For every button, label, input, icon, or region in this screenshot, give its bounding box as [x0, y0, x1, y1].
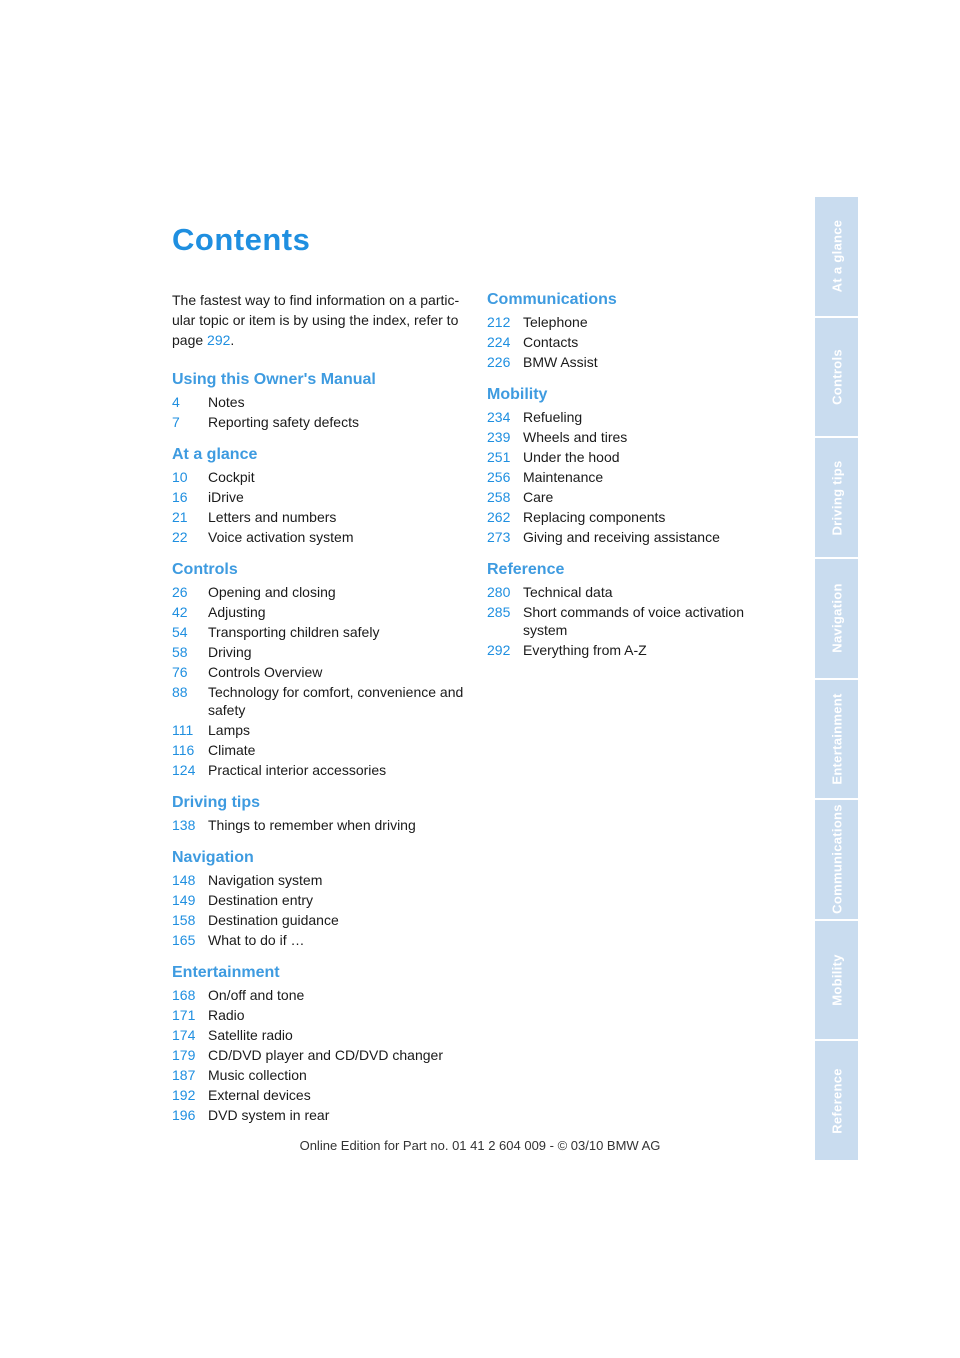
entry-title: iDrive [208, 489, 244, 505]
entry-title: Everything from A-Z [523, 642, 647, 658]
toc-entry[interactable] [172, 663, 472, 681]
toc-entry[interactable] [487, 353, 787, 371]
entry-title: Navigation system [208, 872, 323, 888]
toc-entry[interactable] [487, 333, 787, 351]
entry-title: External devices [208, 1087, 311, 1103]
chapter-tab[interactable] [815, 438, 858, 559]
chapter-tab-label: Entertainment [829, 693, 844, 785]
section-title[interactable]: Mobility [487, 386, 548, 403]
section-title[interactable]: Driving tips [172, 794, 261, 811]
entry-page-number[interactable]: 111 [172, 722, 194, 738]
toc-entry[interactable] [172, 393, 472, 411]
contents-right-column [487, 290, 787, 673]
toc-entry[interactable] [172, 1026, 472, 1044]
entry-title: Contacts [523, 334, 579, 350]
entry-page-number[interactable]: 256 [487, 469, 511, 485]
entry-page-number[interactable]: 149 [172, 892, 196, 908]
chapter-tab-label: Controls [829, 349, 844, 405]
entry-page-number[interactable]: 224 [487, 334, 511, 350]
chapter-tab-label: Communications [829, 804, 844, 915]
toc-entry[interactable] [172, 891, 472, 909]
index-page-link[interactable]: 292 [207, 332, 231, 348]
entry-title: Telephone [523, 314, 588, 330]
toc-entry[interactable] [172, 911, 472, 929]
entry-page-number[interactable]: 148 [172, 872, 196, 888]
entry-title: Wheels and tires [523, 429, 628, 445]
entry-page-number[interactable]: 76 [172, 664, 188, 680]
entry-title: Letters and numbers [208, 509, 337, 525]
entry-page-number[interactable]: 226 [487, 354, 511, 370]
chapter-tab-label: Driving tips [829, 460, 844, 536]
entry-title: Care [523, 489, 554, 505]
entry-title: Short commands of voice activation system [523, 604, 744, 638]
entry-page-number[interactable]: 168 [172, 987, 196, 1003]
right-section-list [487, 290, 787, 659]
section-title[interactable]: Entertainment [172, 964, 280, 981]
entry-page-number[interactable]: 273 [487, 529, 511, 545]
section-title[interactable]: Reference [487, 561, 565, 578]
toc-entry[interactable] [487, 583, 787, 601]
contents-left-column [172, 290, 472, 1138]
entry-title: Things to remember when driving [208, 817, 416, 833]
entry-page-number[interactable]: 58 [172, 644, 188, 660]
entry-title: Music collection [208, 1067, 307, 1083]
entry-page-number[interactable]: 42 [172, 604, 188, 620]
section-title[interactable]: Communications [487, 291, 617, 308]
entry-page-number[interactable]: 258 [487, 489, 511, 505]
entry-title: BMW Assist [523, 354, 598, 370]
toc-entry[interactable] [172, 583, 472, 601]
toc-entry[interactable] [172, 683, 472, 719]
entry-title: Cockpit [208, 469, 255, 485]
entry-page-number[interactable]: 7 [172, 414, 180, 430]
toc-entry[interactable] [172, 623, 472, 641]
entry-page-number[interactable]: 10 [172, 469, 188, 485]
toc-entry[interactable] [487, 428, 787, 446]
entry-page-number[interactable]: 280 [487, 584, 511, 600]
intro-line-3-prefix: page [172, 332, 208, 348]
chapter-tab-label: Mobility [829, 954, 844, 1006]
entry-title: Giving and receiving assistance [523, 529, 720, 545]
entry-page-number[interactable]: 124 [172, 762, 196, 778]
entry-page-number[interactable]: 179 [172, 1047, 196, 1063]
toc-entry[interactable] [172, 1106, 472, 1124]
chapter-tab[interactable] [815, 318, 858, 439]
entry-page-number[interactable]: 285 [487, 604, 511, 620]
section-title[interactable]: At a glance [172, 446, 258, 463]
toc-section [172, 370, 472, 431]
entry-title: Maintenance [523, 469, 604, 485]
toc-entry[interactable] [172, 986, 472, 1004]
entry-page-number[interactable]: 212 [487, 314, 511, 330]
toc-entry[interactable] [487, 508, 787, 526]
entry-page-number[interactable]: 138 [172, 817, 196, 833]
intro-paragraph [172, 290, 464, 350]
entry-page-number[interactable]: 54 [172, 624, 188, 640]
entry-page-number[interactable]: 26 [172, 584, 188, 600]
chapter-tab-label: Reference [829, 1067, 844, 1134]
intro-suffix: . [230, 332, 235, 348]
entry-page-number[interactable]: 88 [172, 684, 188, 700]
toc-section [172, 560, 472, 779]
chapter-tab-label: Navigation [829, 583, 844, 653]
entry-title: Notes [208, 394, 245, 410]
chapter-tab[interactable] [815, 559, 858, 680]
toc-entry[interactable] [487, 468, 787, 486]
entry-title: Destination guidance [208, 912, 339, 928]
toc-entry[interactable] [487, 528, 787, 546]
entry-title: Transporting children safely [208, 624, 380, 640]
toc-section [172, 445, 472, 546]
entry-title: Driving [208, 644, 252, 660]
toc-entry[interactable] [172, 508, 472, 526]
entry-page-number[interactable]: 174 [172, 1027, 196, 1043]
entry-title: Satellite radio [208, 1027, 293, 1043]
footer-edition-note: Online Edition for Part no. 01 41 2 604 009 - © 03/10 BMW AG [299, 1138, 661, 1153]
toc-entry[interactable] [172, 413, 472, 431]
toc-entry[interactable] [172, 816, 472, 834]
intro-line-1: The fastest way to find information on a partic- [172, 292, 460, 308]
entry-title: Reporting safety defects [208, 414, 359, 430]
entry-title: Adjusting [208, 604, 266, 620]
toc-section [487, 560, 787, 659]
entry-page-number[interactable]: 158 [172, 912, 196, 928]
entry-title: Climate [208, 742, 256, 758]
entry-title: Destination entry [208, 892, 314, 908]
entry-page-number[interactable]: 165 [172, 932, 196, 948]
toc-entry[interactable] [172, 1046, 472, 1064]
entry-page-number[interactable]: 234 [487, 409, 511, 425]
entry-page-number[interactable]: 262 [487, 509, 511, 525]
entry-page-number[interactable]: 196 [172, 1107, 196, 1123]
entry-page-number[interactable]: 171 [172, 1007, 196, 1023]
entry-page-number[interactable]: 239 [487, 429, 511, 445]
entry-title: Technology for comfort, convenience and safety [208, 684, 464, 718]
entry-page-number[interactable]: 292 [487, 642, 511, 658]
toc-entry[interactable] [487, 603, 787, 639]
entry-title: Lamps [208, 722, 251, 738]
chapter-tab[interactable] [815, 680, 858, 801]
entry-title: Controls Overview [208, 664, 323, 680]
entry-title: CD/DVD player and CD/DVD changer [208, 1047, 443, 1063]
toc-entry[interactable] [172, 761, 472, 779]
toc-entry[interactable] [172, 643, 472, 661]
toc-entry[interactable] [487, 641, 787, 659]
toc-entry[interactable] [172, 488, 472, 506]
entry-title: Radio [208, 1007, 245, 1023]
chapter-tab[interactable] [815, 197, 858, 318]
toc-section [172, 963, 472, 1124]
entry-title: Opening and closing [208, 584, 336, 600]
entry-page-number[interactable]: 116 [172, 742, 195, 758]
toc-entry[interactable] [172, 721, 472, 739]
chapter-tab[interactable] [815, 800, 858, 921]
section-title[interactable]: Using this Owner's Manual [172, 371, 376, 388]
intro-line-2: ular topic or item is by using the index, refer to [172, 312, 459, 328]
entry-page-number[interactable]: 21 [172, 509, 188, 525]
entry-title: Practical interior accessories [208, 762, 387, 778]
toc-entry[interactable] [172, 1006, 472, 1024]
toc-entry[interactable] [487, 408, 787, 426]
section-title[interactable]: Navigation [172, 849, 254, 866]
toc-entry[interactable] [172, 528, 472, 546]
toc-entry[interactable] [172, 741, 472, 759]
entry-page-number[interactable]: 192 [172, 1087, 196, 1103]
toc-entry[interactable] [172, 1086, 472, 1104]
section-title[interactable]: Controls [172, 561, 238, 578]
toc-section [487, 385, 787, 546]
toc-entry[interactable] [487, 313, 787, 331]
toc-entry[interactable] [487, 448, 787, 466]
toc-entry[interactable] [172, 931, 472, 949]
left-section-list [172, 370, 472, 1124]
entry-page-number[interactable]: 187 [172, 1067, 196, 1083]
entry-page-number[interactable]: 16 [172, 489, 188, 505]
toc-section [487, 290, 787, 371]
entry-page-number[interactable]: 22 [172, 529, 188, 545]
chapter-tab-label: At a glance [829, 219, 844, 293]
entry-page-number[interactable]: 4 [172, 394, 180, 410]
toc-entry[interactable] [172, 468, 472, 486]
entry-page-number[interactable]: 251 [487, 449, 511, 465]
entry-title: Replacing components [523, 509, 666, 525]
toc-entry[interactable] [172, 603, 472, 621]
entry-title: Voice activation system [208, 529, 354, 545]
entry-title: Under the hood [523, 449, 620, 465]
entry-title: On/off and tone [208, 987, 305, 1003]
toc-entry[interactable] [172, 1066, 472, 1084]
toc-section [172, 848, 472, 949]
page-title: Contents [172, 222, 311, 257]
toc-section [172, 793, 472, 834]
entry-title: DVD system in rear [208, 1107, 330, 1123]
toc-entry[interactable] [172, 871, 472, 889]
entry-title: What to do if … [208, 932, 305, 948]
entry-title: Refueling [523, 409, 583, 425]
chapter-tabs-sidebar [815, 197, 858, 1160]
entry-title: Technical data [523, 584, 613, 600]
chapter-tab[interactable] [815, 921, 858, 1042]
toc-entry[interactable] [487, 488, 787, 506]
